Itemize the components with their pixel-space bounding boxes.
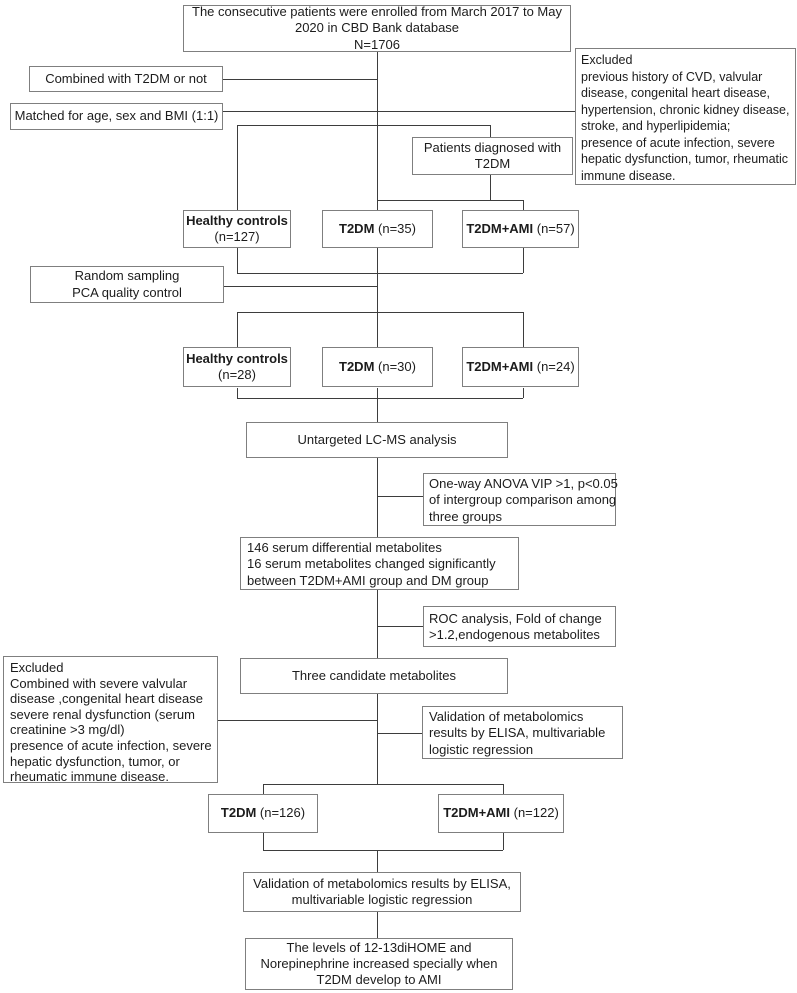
t2dm-ami-2-count: (n=24) [533, 358, 575, 374]
connector-line [490, 125, 491, 137]
connector-line [377, 248, 378, 347]
healthy-controls-2-count: (n=28) [218, 367, 256, 382]
connector-line [218, 720, 377, 721]
t2dm-ami-1-box [462, 210, 579, 248]
anova-box: One-way ANOVA VIP >1, p<0.05 of intergroup comparison among three groups [423, 473, 616, 526]
conclusion-box: The levels of 12-13diHOME and Norepinephrine increased specially when T2DM develop to AMI [245, 938, 513, 990]
t2dm-ami-122-count: (n=122) [510, 805, 559, 821]
validation-main-box: Validation of metabolomics results by ELISA, multivariable logistic regression [243, 872, 521, 912]
combined-t2dm-box [29, 66, 223, 92]
t2dm-2-label: T2DM [339, 358, 375, 374]
connector-line [377, 590, 378, 658]
connector-line [237, 388, 238, 398]
connector-line [263, 784, 503, 785]
lcms-box [246, 422, 508, 458]
excluded-top-box: Excluded previous history of CVD, valvular disease, congenital heart disease, hypertension, chronic kidney disease, stroke, and hyperlipidemia; presence of acute infection, severe hepatic dysfunction, tumor, rheumatic immune disease. [575, 48, 796, 185]
connector-line [237, 125, 490, 126]
connector-line [377, 496, 423, 497]
t2dm-126-box [208, 794, 318, 833]
enrollment-line1: The consecutive patients were enrolled from March 2017 to May [192, 4, 562, 20]
connector-line [503, 784, 504, 794]
healthy-controls-1-label: Healthy controls [186, 212, 288, 228]
t2dm-2-count: (n=30) [374, 358, 416, 374]
connector-line [237, 273, 523, 274]
connector-line [377, 52, 378, 210]
healthy-controls-1-count: (n=127) [214, 229, 260, 244]
t2dm-1-box [322, 210, 433, 248]
connector-line [237, 312, 238, 347]
three-candidates-box [240, 658, 508, 694]
random-sampling-box: Random sampling PCA quality control [30, 266, 224, 303]
lcms-label: Untargeted LC-MS analysis [297, 431, 457, 447]
excluded-bottom-title: Excluded [10, 660, 64, 675]
matched-box [10, 103, 223, 130]
serum-metabolites-box: 146 serum differential metabolites 16 serum metabolites changed significantly between T2DM+AMI group and DM group [240, 537, 519, 590]
connector-line [263, 784, 264, 794]
healthy-controls-1-box [183, 210, 291, 248]
connector-line [263, 833, 264, 850]
t2dm-126-label: T2DM [220, 805, 257, 821]
three-candidates-label: Three candidate metabolites [291, 667, 457, 683]
connector-line [377, 458, 378, 537]
connector-line [523, 248, 524, 273]
t2dm-2-box [322, 347, 433, 387]
enrollment-box [183, 5, 571, 52]
t2dm-ami-122-label: T2DM+AMI [443, 805, 510, 821]
t2dm-ami-122-box [438, 794, 564, 833]
t2dm-1-label: T2DM [339, 220, 375, 236]
connector-line [377, 850, 378, 873]
connector-line [223, 111, 575, 112]
t2dm-ami-1-label: T2DM+AMI [466, 220, 534, 236]
t2dm-1-count: (n=35) [374, 220, 416, 236]
roc-box: ROC analysis, Fold of change >1.2,endogenous metabolites [423, 606, 616, 647]
connector-line [237, 248, 238, 273]
connector-line [377, 912, 378, 938]
connector-line [377, 200, 523, 201]
validation-elisa-side-box: Validation of metabolomics results by ELISA, multivariable logistic regression [422, 706, 623, 759]
combined-t2dm-label: Combined with T2DM or not [45, 70, 207, 86]
t2dm-ami-2-box [462, 347, 579, 387]
connector-line [503, 833, 504, 850]
t2dm-ami-1-count: (n=57) [533, 220, 575, 236]
connector-line [377, 626, 423, 627]
connector-line [377, 388, 378, 422]
connector-line [263, 850, 503, 851]
excluded-bottom-box: Excluded Combined with severe valvular disease ,congenital heart disease severe renal dysfunction (serum creatinine >3 mg/dl) presence of acute infection, severe hepatic dysfunction, tumor, or rheumatic immune disease. [3, 656, 218, 783]
connector-line [377, 733, 422, 734]
healthy-controls-2-box [183, 347, 291, 387]
enrollment-line3: N=1706 [354, 36, 400, 52]
connector-line [224, 286, 377, 287]
t2dm-126-count: (n=126) [256, 805, 306, 821]
connector-line [237, 125, 238, 210]
healthy-controls-2-label: Healthy controls [186, 350, 288, 366]
connector-line [377, 694, 378, 784]
t2dm-ami-2-label: T2DM+AMI [466, 358, 534, 374]
connector-line [523, 388, 524, 398]
connector-line [490, 175, 491, 200]
matched-label: Matched for age, sex and BMI (1:1) [14, 108, 219, 124]
patients-t2dm-box: Patients diagnosed with T2DM [412, 137, 573, 175]
connector-line [223, 79, 377, 80]
excluded-top-title: Excluded [581, 53, 633, 67]
enrollment-line2: 2020 in CBD Bank database [294, 20, 460, 36]
connector-line [523, 312, 524, 347]
connector-line [523, 200, 524, 210]
connector-line [237, 398, 523, 399]
connector-line [237, 312, 523, 313]
